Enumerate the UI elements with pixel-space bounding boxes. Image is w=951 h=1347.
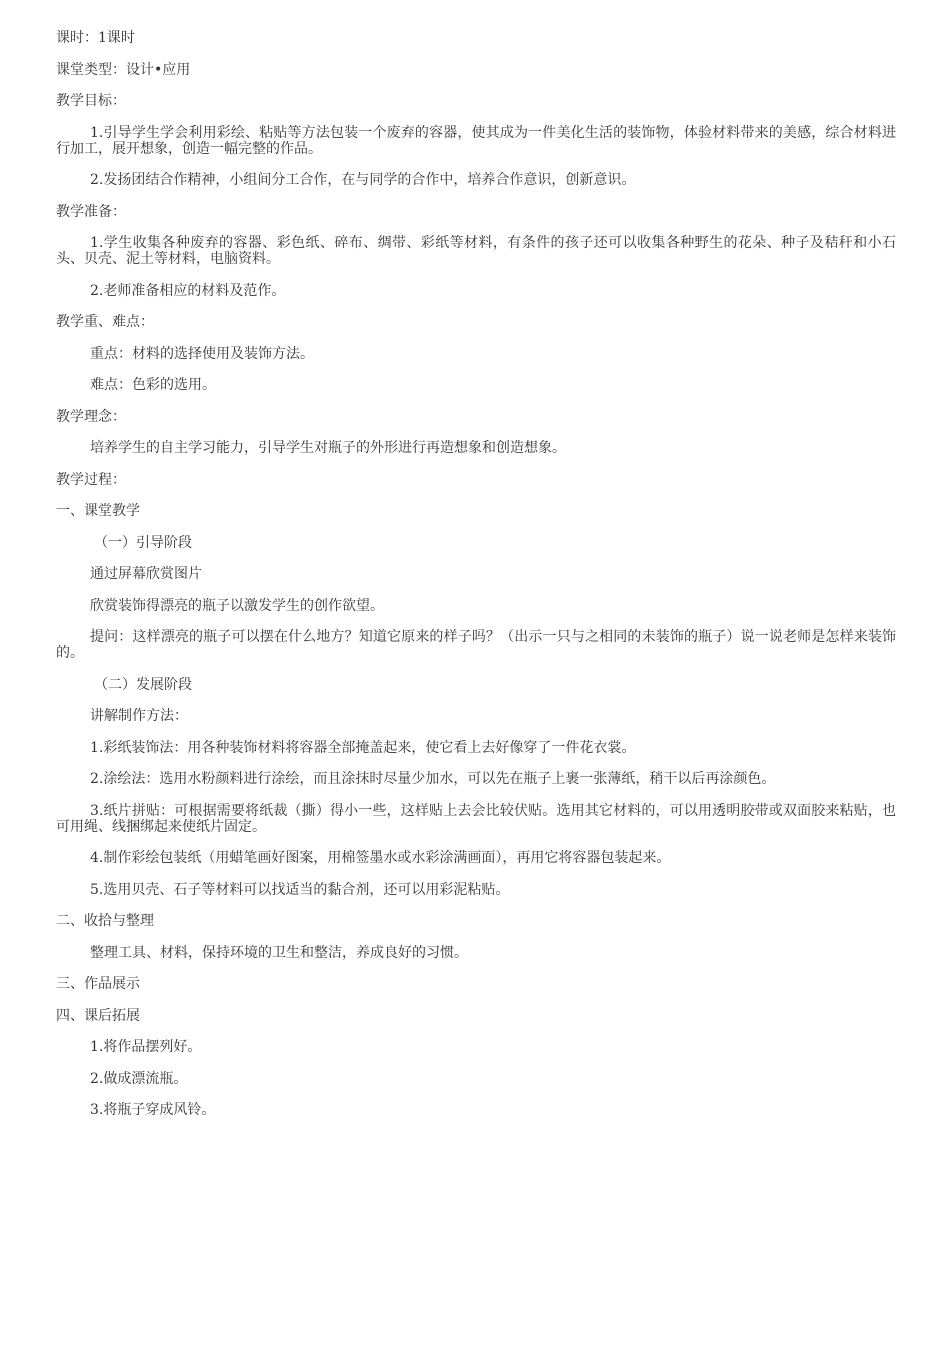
paragraph: 整理工具、材料，保持环境的卫生和整洁，养成良好的习惯。: [90, 944, 468, 961]
section-heading: 三、作品展示: [56, 976, 140, 992]
paragraph: 培养学生的自主学习能力，引导学生对瓶子的外形进行再造想象和创造想象。: [90, 440, 566, 456]
paragraph: （二）发展阶段: [94, 676, 192, 693]
paragraph: 1.学生收集各种废弃的容器、彩色纸、碎布、绸带、彩纸等材料，有条件的孩子还可以收集各种野生的花朵、种子及秸秆和小石头、贝壳、泥土等材料，电脑资料。: [56, 235, 896, 267]
section-heading: 教学过程：: [56, 471, 126, 488]
section-heading: 二、收拾与整理: [56, 913, 154, 929]
paragraph: 2.老师准备相应的材料及范作。: [90, 282, 286, 299]
document-body: [56, 30, 896, 1134]
paragraph: 3.将瓶子穿成风铃。: [90, 1102, 216, 1118]
paragraph: 3.纸片拼贴：可根据需要将纸裁（撕）得小一些，这样贴上去会比较伏贴。选用其它材料的，可以用透明胶带或双面胶来粘贴，也可用绳、线捆绑起来使纸片固定。: [56, 802, 896, 835]
paragraph: 1.引导学生学会利用彩绘、粘贴等方法包装一个废弃的容器，使其成为一件美化生活的装饰物，体验材料带来的美感，综合材料进行加工，展开想象，创造一幅完整的作品。: [56, 124, 896, 157]
paragraph: 1.彩纸装饰法：用各种装饰材料将容器全部掩盖起来，使它看上去好像穿了一件花衣裳。: [90, 739, 636, 756]
section-heading: 课堂类型：设计•应用: [56, 61, 191, 78]
paragraph: 重点：材料的选择使用及装饰方法。: [90, 345, 314, 362]
paragraph: 欣赏装饰得漂亮的瓶子以激发学生的创作欲望。: [90, 597, 384, 614]
paragraph: 难点：色彩的选用。: [90, 377, 216, 393]
section-heading: 课时：1课时: [56, 30, 135, 46]
section-heading: 教学目标：: [56, 93, 126, 109]
section-heading: 四、课后拓展: [56, 1007, 140, 1024]
paragraph: 2.涂绘法：选用水粉颜料进行涂绘，而且涂抹时尽量少加水，可以先在瓶子上裹一张薄纸，稍干以后再涂颜色。: [90, 771, 776, 787]
section-heading: 一、课堂教学: [56, 503, 140, 519]
section-heading: 教学理念：: [56, 408, 126, 425]
section-heading: 教学重、难点：: [56, 314, 154, 330]
paragraph: 5.选用贝壳、石子等材料可以找适当的黏合剂，还可以用彩泥粘贴。: [90, 881, 510, 898]
section-heading: 教学准备：: [56, 203, 126, 220]
paragraph: 讲解制作方法：: [90, 708, 188, 724]
paragraph: 4.制作彩绘包装纸（用蜡笔画好图案，用棉签墨水或水彩涂满画面），再用它将容器包装起来。: [90, 850, 671, 866]
paragraph: 通过屏幕欣赏图片: [90, 566, 202, 582]
paragraph: （一）引导阶段: [94, 534, 192, 551]
paragraph: 2.做成漂流瓶。: [90, 1070, 188, 1087]
paragraph: 2.发扬团结合作精神，小组间分工合作，在与同学的合作中，培养合作意识，创新意识。: [90, 172, 636, 188]
paragraph: 提问：这样漂亮的瓶子可以摆在什么地方？知道它原来的样子吗？（出示一只与之相同的未装饰的瓶子）说一说老师是怎样来装饰的。: [56, 629, 896, 661]
paragraph: 1.将作品摆列好。: [90, 1039, 202, 1055]
